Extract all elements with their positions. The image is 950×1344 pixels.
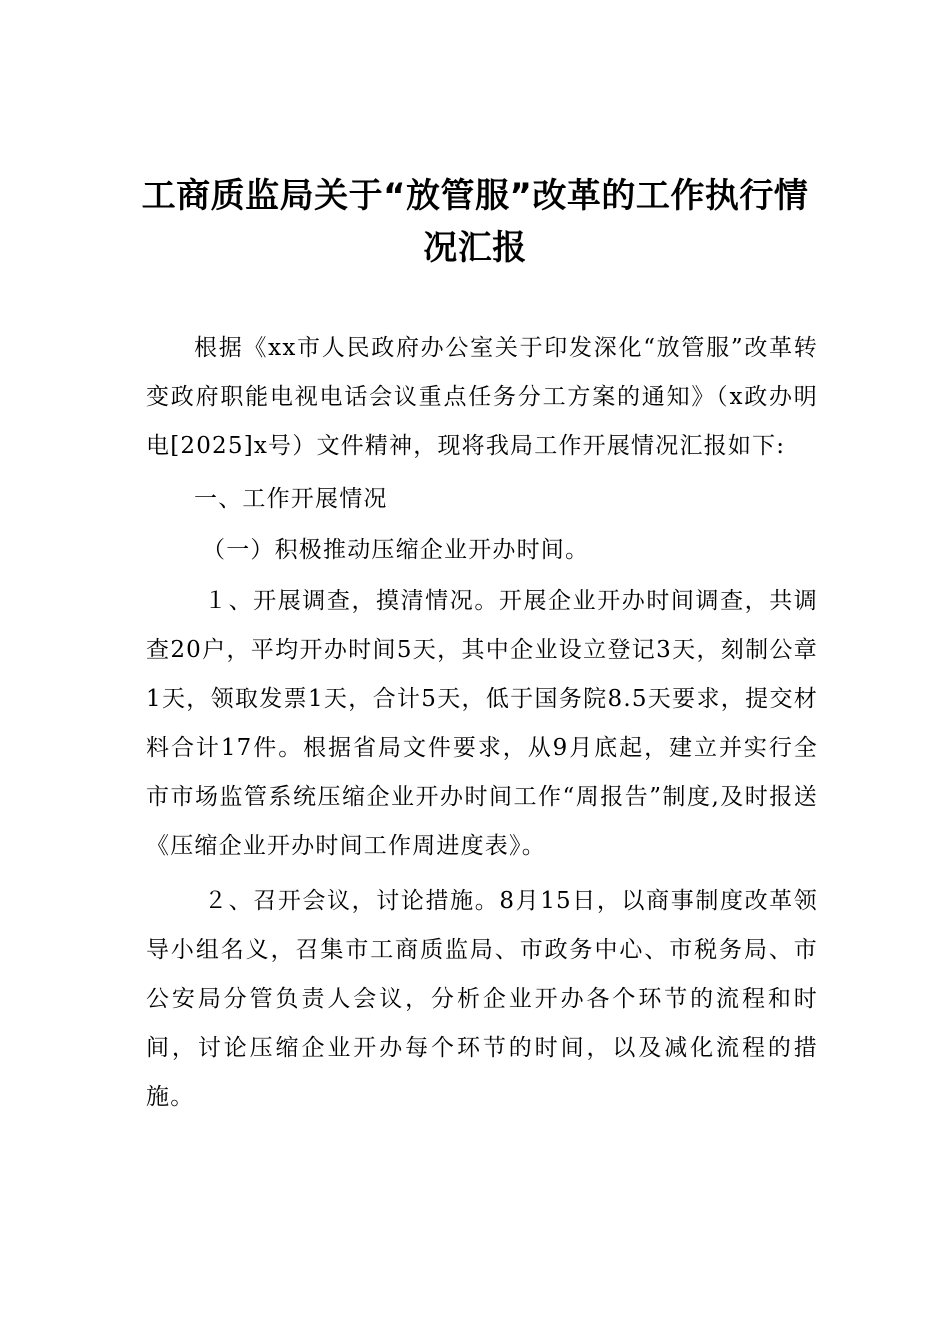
document-body xyxy=(146,324,818,1122)
intro-paragraph: 根据《xx市人民政府办公室关于印发深化“放管服”改革转变政府职能电视电话会议重点任务分工方案的通知》（x政办明电[2025]x号）文件精神，现将我局工作开展情况汇报如下: xyxy=(146,335,818,459)
list-item-1: １、开展调查，摸清情况。开展企业开办时间调查，共调查20户，平均开办时间5天，其中企业设立登记3天，刻制公章1天，领取发票1天，合计5天，低于国务院8.5天要求，提交材料合计17件。根据省局文件要求，从9月底起，建立并实行全市市场监管系统压缩企业开办时间工作“周报告”制度,及时报送《压缩企业开办时间工作周进度表》。 xyxy=(146,588,818,859)
document-title: 工商质监局关于“放管服”改革的工作执行情况汇报 xyxy=(141,176,809,268)
section-heading-1: 一、工作开展情况 xyxy=(194,486,388,512)
list-item-2: ２、召开会议，讨论措施。8月15日，以商事制度改革领导小组名义，召集市工商质监局、市政务中心、市税务局、市公安局分管负责人会议，分析企业开办各个环节的流程和时间，讨论压缩企业开办每个环节的时间，以及减化流程的措施。 xyxy=(146,888,818,1110)
subsection-heading-1: （一）积极推动压缩企业开办时间。 xyxy=(202,537,590,563)
